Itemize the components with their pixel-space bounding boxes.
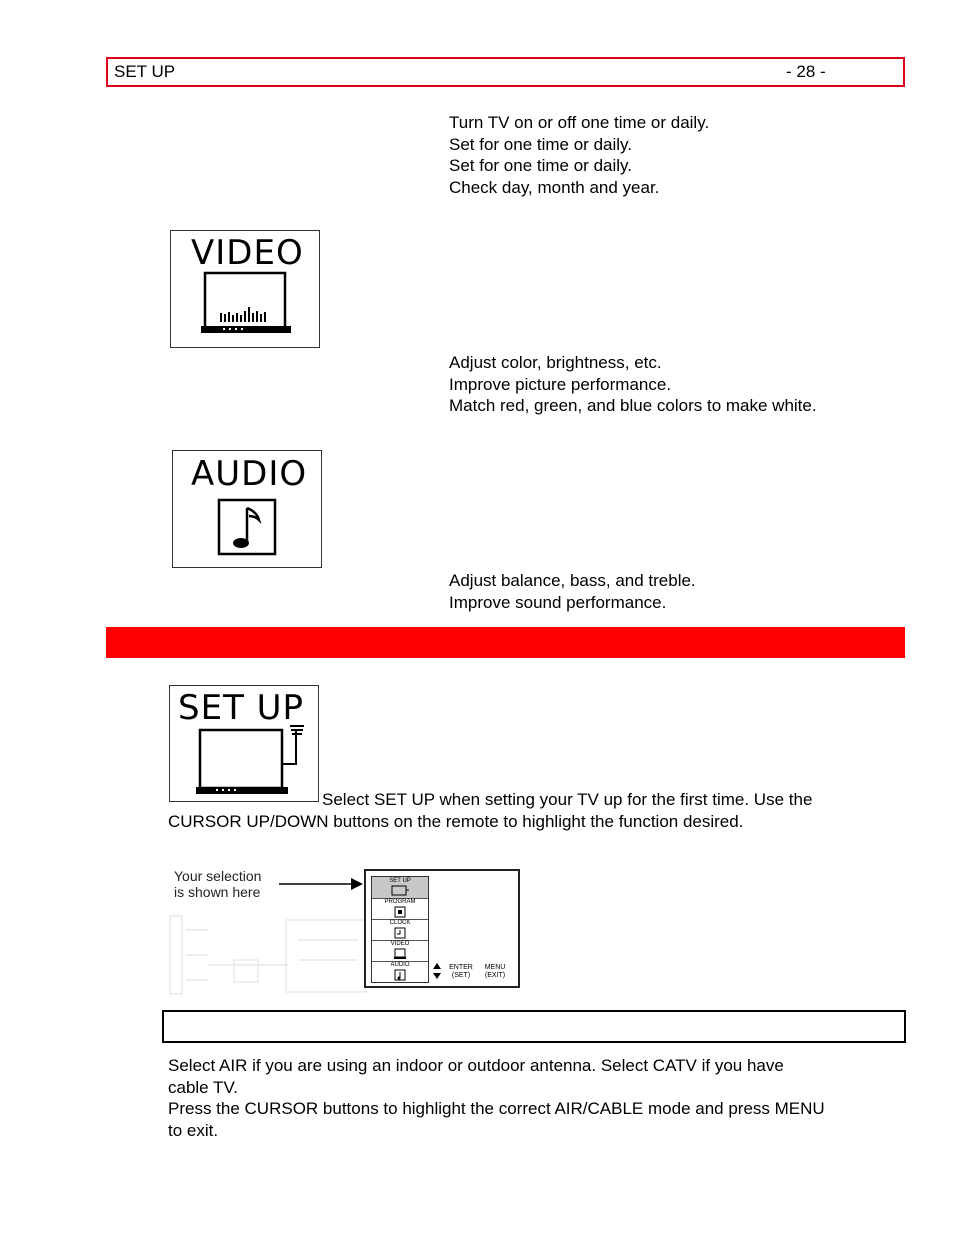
tv-icon	[201, 271, 293, 337]
setup-icon	[169, 685, 319, 802]
audio-item: Adjust balance, bass, and treble.	[449, 571, 696, 590]
program-item: Turn TV on or off one time or daily.	[449, 113, 710, 132]
page-number: - 28 -	[786, 62, 826, 81]
menu-screen-panel	[364, 869, 520, 988]
setup-description-line1: Select SET UP when setting your TV up for the first time. Use the	[322, 790, 813, 809]
video-item: Adjust color, brightness, etc.	[449, 353, 662, 372]
tv-antenna-icon	[196, 724, 314, 798]
menu-item-setup: SET UP	[372, 877, 428, 899]
music-note-icon	[393, 969, 407, 981]
air-cable-instructions: Select AIR if you are using an indoor or outdoor antenna. Select CATV if you have cable TV. Press the CURSOR buttons to highlight the correct AIR/CABLE mode and press MENU to exit.	[168, 1056, 825, 1140]
page-header	[106, 57, 905, 87]
up-down-arrow-icon	[432, 963, 442, 979]
menu-exit-label: MENU (EXIT)	[484, 964, 506, 979]
menu-item-audio: AUDIO	[372, 961, 428, 982]
music-note-icon	[217, 498, 277, 556]
setup-icon-label: SET UP	[178, 688, 305, 728]
program-item: Check day, month and year.	[449, 177, 660, 197]
program-icon	[393, 906, 407, 918]
section-divider-bar	[106, 627, 905, 658]
video-icon	[170, 230, 320, 348]
audio-items	[449, 570, 696, 613]
subsection-header-box	[162, 1010, 906, 1043]
audio-item: Improve sound performance.	[449, 592, 667, 612]
menu-item-program: PROGRAM	[372, 898, 428, 920]
selection-caption: Your selection is shown here	[174, 868, 262, 900]
video-item: Match red, green, and blue colors to make white.	[449, 396, 817, 415]
program-items	[449, 112, 709, 198]
section-title: SET UP	[114, 62, 176, 81]
clock-icon	[393, 927, 407, 939]
video-item: Improve picture performance.	[449, 374, 672, 394]
program-item: Set for one time or daily.	[449, 134, 632, 154]
setup-description-line2: CURSOR UP/DOWN buttons on the remote to highlight the function desired.	[168, 812, 744, 831]
arrow-right-icon	[279, 876, 365, 892]
menu-item-video: VIDEO	[372, 940, 428, 962]
enter-set-label: ENTER (SET)	[449, 964, 473, 979]
program-item: Set for one time or daily.	[449, 156, 632, 175]
menu-item-clock: CLOCK	[372, 919, 428, 941]
menu-column	[371, 876, 429, 983]
tv-icon	[390, 885, 410, 897]
video-icon-label: VIDEO	[191, 233, 304, 273]
video-small-icon	[393, 948, 407, 960]
audio-icon-label: AUDIO	[191, 454, 308, 494]
faded-background-drawing	[168, 910, 368, 1000]
video-items	[449, 352, 817, 417]
audio-icon	[172, 450, 322, 568]
